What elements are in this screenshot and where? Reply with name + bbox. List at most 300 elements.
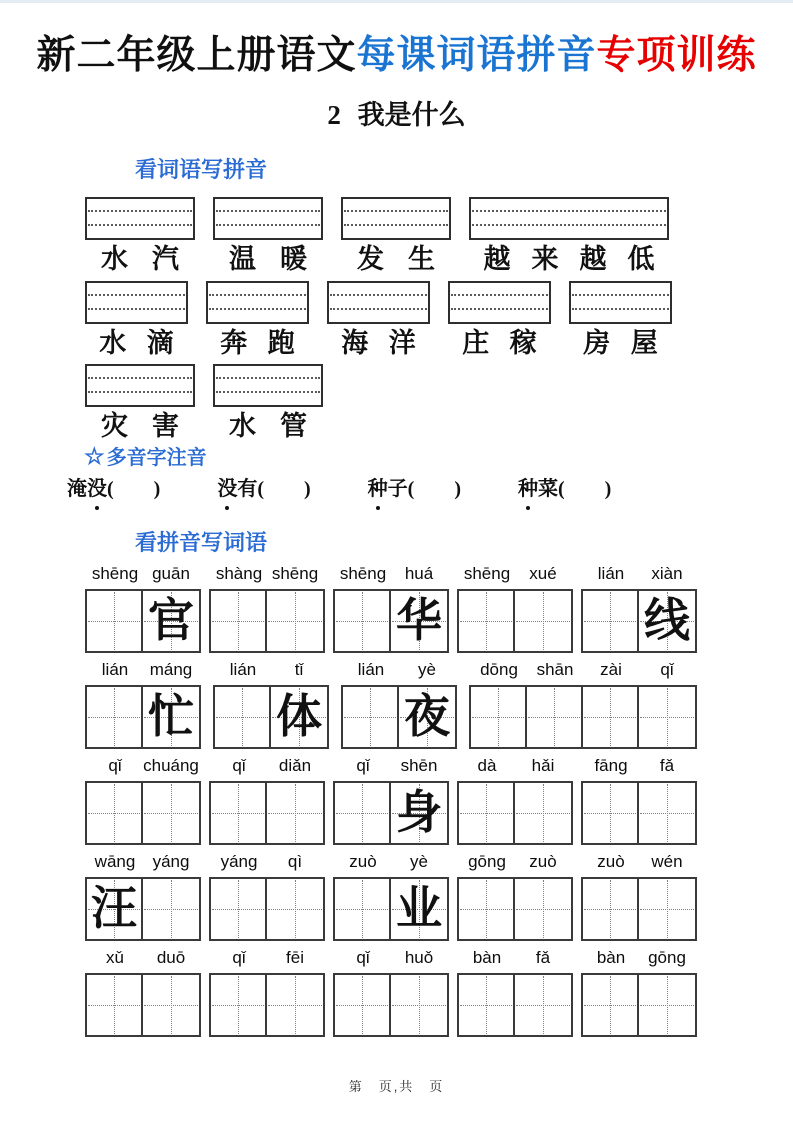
answer-character: 身 <box>396 787 442 838</box>
word-label <box>213 411 323 441</box>
word-label <box>327 328 430 358</box>
pinyin-labels <box>581 852 697 874</box>
tianzige-cell[interactable] <box>143 783 199 843</box>
page-title <box>0 24 793 80</box>
word-character: 房 <box>583 328 611 358</box>
pinyin-writing-item <box>85 197 195 274</box>
pinyin-answer-box[interactable] <box>569 281 672 324</box>
pinyin-answer-box[interactable] <box>469 197 669 240</box>
word-character: 暖 <box>280 244 307 274</box>
word-character: 水 <box>99 328 127 358</box>
pinyin-grid-row <box>85 660 697 749</box>
lesson-title: 2 我是什么 <box>327 100 466 130</box>
word-character: 没 <box>217 472 237 501</box>
answer-character: 官 <box>148 595 194 646</box>
pinyin-syllable: chuáng <box>143 756 199 775</box>
word-character: 稼 <box>509 328 537 358</box>
word-grid <box>85 948 201 1037</box>
answer-character <box>143 783 199 843</box>
tianzige-cell[interactable] <box>391 591 447 651</box>
pinyin-answer-box[interactable] <box>448 281 551 324</box>
tianzige-grid <box>457 589 573 653</box>
tianzige-grid <box>85 781 201 845</box>
tianzige-cell[interactable] <box>87 879 143 939</box>
pinyin-syllable: diǎn <box>278 756 312 775</box>
pinyin-syllable: tǐ <box>294 660 304 679</box>
pinyin-labels <box>457 756 573 778</box>
answer-character: 业 <box>396 883 442 934</box>
word-label <box>448 328 551 358</box>
pinyin-writing-item <box>85 281 188 358</box>
pinyin-labels <box>333 564 449 586</box>
tianzige-grid <box>333 973 449 1037</box>
tianzige-cell[interactable] <box>459 975 515 1035</box>
pinyin-writing-item <box>213 364 323 441</box>
answer-character <box>87 975 141 1035</box>
word-character: 越 <box>579 244 607 274</box>
pinyin-syllable: fǎ <box>535 948 551 967</box>
tianzige-grid <box>85 877 201 941</box>
pinyin-syllable: shēng <box>339 564 387 583</box>
pinyin-labels <box>209 564 325 586</box>
tianzige-cell[interactable] <box>391 879 447 939</box>
word-character: 淹 <box>67 478 87 500</box>
pinyin-syllable: máng <box>149 660 193 679</box>
pinyin-syllable: huǒ <box>404 948 434 967</box>
tianzige-grid <box>85 685 201 749</box>
pinyin-grid-row <box>85 564 697 653</box>
answer-character <box>143 879 199 939</box>
word-character: 没 <box>87 472 107 501</box>
pinyin-syllable: qǐ <box>660 660 674 679</box>
multi-sound-item <box>217 472 310 501</box>
pinyin-syllable: qì <box>287 852 303 871</box>
word-grid <box>209 852 325 941</box>
word-character: 跑 <box>267 328 295 358</box>
answer-character <box>515 879 571 939</box>
answer-character <box>583 687 637 747</box>
answer-character <box>267 591 323 651</box>
pinyin-syllable: lián <box>101 660 129 679</box>
answer-character: 汪 <box>91 883 137 934</box>
answer-character <box>335 975 389 1035</box>
scan-edge-line <box>0 0 793 3</box>
word-character: 温 <box>229 244 256 274</box>
pinyin-labels <box>457 564 573 586</box>
tianzige-cell[interactable] <box>391 783 447 843</box>
paren-blank[interactable]: ( ) <box>407 478 461 500</box>
pinyin-syllable: shēng <box>91 564 139 583</box>
answer-character <box>211 783 265 843</box>
word-character: 越 <box>483 244 511 274</box>
tianzige-cell[interactable] <box>267 591 323 651</box>
tianzige-cell[interactable] <box>267 783 323 843</box>
pinyin-answer-box[interactable] <box>85 364 195 407</box>
word-character: 菜 <box>537 478 558 500</box>
pinyin-syllable: qǐ <box>232 756 246 775</box>
pinyin-syllable: fēi <box>286 948 304 967</box>
tianzige-grid <box>209 589 325 653</box>
word-label <box>213 244 323 274</box>
tianzige-cell[interactable] <box>87 783 143 843</box>
pinyin-syllable: fǎ <box>659 756 675 775</box>
tianzige-cell[interactable] <box>399 687 455 747</box>
word-grid <box>333 852 449 941</box>
answer-character: 华 <box>396 595 442 646</box>
pinyin-writing-row <box>85 197 669 274</box>
tianzige-cell[interactable] <box>527 687 583 747</box>
pinyin-grid-row <box>85 948 697 1037</box>
answer-character <box>267 783 323 843</box>
answer-character: 线 <box>644 595 690 646</box>
word-grid <box>581 756 697 845</box>
pinyin-syllable: gōng <box>468 852 506 871</box>
pinyin-syllable: fāng <box>594 756 628 775</box>
word-character: 水 <box>101 244 128 274</box>
word-character: 滴 <box>146 328 174 358</box>
tianzige-cell[interactable] <box>143 687 199 747</box>
pinyin-syllable: zuò <box>529 852 557 871</box>
star-icon: ☆ <box>84 444 105 469</box>
pinyin-syllable: xué <box>529 564 557 583</box>
pinyin-grid-row <box>85 852 697 941</box>
paren-blank[interactable]: ( ) <box>257 478 311 500</box>
tianzige-cell[interactable] <box>583 591 639 651</box>
pinyin-syllable: duō <box>156 948 186 967</box>
tianzige-grid <box>333 877 449 941</box>
answer-character: 体 <box>276 691 322 742</box>
word-grid <box>581 564 697 653</box>
pinyin-syllable: zuò <box>597 852 625 871</box>
pinyin-syllable: dà <box>477 756 497 775</box>
word-character: 种 <box>518 472 538 501</box>
tianzige-cell[interactable] <box>515 975 571 1035</box>
pinyin-labels <box>85 564 201 586</box>
tianzige-grid <box>341 685 457 749</box>
pinyin-syllable: shān <box>536 660 574 679</box>
pinyin-syllable: dōng <box>480 660 518 679</box>
pinyin-syllable: lián <box>357 660 385 679</box>
tianzige-grid <box>581 781 697 845</box>
pinyin-labels <box>209 948 325 970</box>
pinyin-labels <box>457 948 573 970</box>
tianzige-cell[interactable] <box>343 687 399 747</box>
tianzige-cell[interactable] <box>215 687 271 747</box>
multi-sound-item <box>67 472 160 501</box>
tianzige-cell[interactable] <box>143 975 199 1035</box>
tianzige-cell[interactable] <box>87 591 143 651</box>
tianzige-grid <box>209 781 325 845</box>
word-grid <box>581 852 697 941</box>
pinyin-syllable: yè <box>418 660 436 679</box>
tianzige-cell[interactable] <box>459 783 515 843</box>
pinyin-answer-box[interactable] <box>341 197 451 240</box>
answer-character <box>583 591 637 651</box>
tianzige-cell[interactable] <box>583 975 639 1035</box>
tianzige-cell[interactable] <box>87 687 143 747</box>
pinyin-syllable: yáng <box>152 852 190 871</box>
tianzige-cell[interactable] <box>639 687 695 747</box>
word-label <box>85 244 195 274</box>
pinyin-answer-box[interactable] <box>206 281 309 324</box>
tianzige-grid <box>209 877 325 941</box>
word-character: 生 <box>408 244 435 274</box>
answer-character <box>343 687 397 747</box>
answer-character <box>335 783 389 843</box>
tianzige-cell[interactable] <box>335 975 391 1035</box>
pinyin-answer-box[interactable] <box>85 281 188 324</box>
section-heading-pinyin-writing: 看词语写拼音 <box>135 157 268 182</box>
answer-character <box>391 975 447 1035</box>
multi-sound-item <box>368 472 461 501</box>
pinyin-syllable: zuò <box>349 852 377 871</box>
tianzige-cell[interactable] <box>335 591 391 651</box>
tianzige-cell[interactable] <box>583 687 639 747</box>
answer-character <box>515 975 571 1035</box>
pinyin-labels <box>213 660 329 682</box>
pinyin-labels <box>581 756 697 778</box>
tianzige-cell[interactable] <box>211 591 267 651</box>
word-label <box>569 328 672 358</box>
word-grid <box>85 564 201 653</box>
pinyin-labels <box>85 852 201 874</box>
tianzige-cell[interactable] <box>267 975 323 1035</box>
pinyin-labels <box>209 852 325 874</box>
answer-character <box>583 879 637 939</box>
answer-character <box>335 879 389 939</box>
pinyin-syllable: wén <box>651 852 683 871</box>
pinyin-labels <box>341 660 457 682</box>
tianzige-cell[interactable] <box>515 879 571 939</box>
answer-character <box>211 591 265 651</box>
pinyin-writing-item <box>327 281 430 358</box>
pinyin-writing-row <box>85 281 672 358</box>
pinyin-writing-row <box>85 364 323 441</box>
page-footer: 第 页,共 页 <box>348 1079 445 1094</box>
tianzige-cell[interactable] <box>211 879 267 939</box>
answer-character <box>583 975 637 1035</box>
word-character: 发 <box>357 244 384 274</box>
tianzige-cell[interactable] <box>211 783 267 843</box>
word-character: 子 <box>387 478 408 500</box>
answer-character <box>87 591 141 651</box>
pinyin-labels <box>85 948 201 970</box>
answer-character <box>639 879 695 939</box>
pinyin-grid-row <box>85 756 697 845</box>
tianzige-grid <box>333 589 449 653</box>
tianzige-cell[interactable] <box>639 783 695 843</box>
word-grid <box>457 948 573 1037</box>
tianzige-cell[interactable] <box>459 591 515 651</box>
answer-character <box>215 687 269 747</box>
answer-character <box>459 879 513 939</box>
pinyin-writing-item <box>569 281 672 358</box>
tianzige-grid <box>333 781 449 845</box>
pinyin-syllable: bàn <box>472 948 502 967</box>
tianzige-cell[interactable] <box>515 591 571 651</box>
pinyin-labels <box>469 660 697 682</box>
pinyin-syllable: qǐ <box>356 756 370 775</box>
tianzige-grid <box>457 781 573 845</box>
pinyin-answer-box[interactable] <box>327 281 430 324</box>
tianzige-cell[interactable] <box>335 879 391 939</box>
word-character: 灾 <box>101 411 128 441</box>
title-part-blue: 每课词语拼音 <box>356 34 597 77</box>
pinyin-syllable: bàn <box>596 948 626 967</box>
answer-character <box>211 879 265 939</box>
word-label <box>85 411 195 441</box>
word-character: 庄 <box>462 328 490 358</box>
word-character: 来 <box>531 244 559 274</box>
word-character: 屋 <box>630 328 658 358</box>
title-part-black: 新二年级上册语文 <box>36 34 357 77</box>
word-grid <box>469 660 697 749</box>
multi-sound-items <box>67 472 611 501</box>
word-label <box>341 244 451 274</box>
answer-character <box>471 687 525 747</box>
pinyin-answer-box[interactable] <box>213 364 323 407</box>
paren-blank[interactable]: ( ) <box>107 478 161 500</box>
word-grid <box>457 564 573 653</box>
pinyin-syllable: shēng <box>463 564 511 583</box>
pinyin-syllable: hǎi <box>531 756 555 775</box>
tianzige-cell[interactable] <box>515 783 571 843</box>
title-part-red: 专项训练 <box>596 34 757 77</box>
pinyin-labels <box>333 948 449 970</box>
word-grid <box>213 660 329 749</box>
pinyin-answer-box[interactable] <box>85 197 195 240</box>
pinyin-syllable: wāng <box>94 852 136 871</box>
word-grid <box>85 660 201 749</box>
answer-character <box>267 879 323 939</box>
pinyin-writing-item <box>341 197 451 274</box>
paren-blank[interactable]: ( ) <box>557 478 612 500</box>
tianzige-cell[interactable] <box>271 687 327 747</box>
tianzige-grid <box>581 589 697 653</box>
pinyin-syllable: lián <box>597 564 625 583</box>
tianzige-grid <box>469 685 697 749</box>
answer-character: 忙 <box>148 691 194 742</box>
word-grid <box>85 852 201 941</box>
answer-character <box>459 975 513 1035</box>
answer-character <box>527 687 581 747</box>
answer-character <box>515 783 571 843</box>
word-grid <box>85 756 201 845</box>
word-character: 害 <box>152 411 179 441</box>
pinyin-syllable: shēn <box>400 756 438 775</box>
pinyin-syllable: yè <box>410 852 428 871</box>
tianzige-cell[interactable] <box>391 975 447 1035</box>
pinyin-syllable: qǐ <box>108 756 122 775</box>
tianzige-cell[interactable] <box>471 687 527 747</box>
pinyin-syllable: xǔ <box>106 948 124 967</box>
tianzige-cell[interactable] <box>639 591 695 651</box>
tianzige-cell[interactable] <box>87 975 143 1035</box>
pinyin-labels <box>333 756 449 778</box>
pinyin-writing-item <box>85 364 195 441</box>
answer-character <box>459 783 513 843</box>
word-character: 管 <box>280 411 307 441</box>
word-grid <box>457 756 573 845</box>
tianzige-cell[interactable] <box>583 783 639 843</box>
tianzige-grid <box>581 877 697 941</box>
word-grid <box>333 948 449 1037</box>
pinyin-syllable: lián <box>229 660 257 679</box>
pinyin-answer-box[interactable] <box>213 197 323 240</box>
tianzige-grid <box>213 685 329 749</box>
word-character: 种 <box>368 472 388 501</box>
word-grid <box>209 564 325 653</box>
tianzige-cell[interactable] <box>639 879 695 939</box>
pinyin-labels <box>581 564 697 586</box>
pinyin-syllable: xiàn <box>651 564 683 583</box>
tianzige-grid <box>209 973 325 1037</box>
answer-character <box>583 783 637 843</box>
pinyin-writing-item <box>469 197 669 274</box>
pinyin-writing-item <box>206 281 309 358</box>
word-character: 海 <box>341 328 369 358</box>
pinyin-syllable: yáng <box>220 852 258 871</box>
answer-character <box>639 687 695 747</box>
word-character: 洋 <box>388 328 416 358</box>
word-character: 水 <box>229 411 256 441</box>
word-label <box>85 328 188 358</box>
pinyin-labels <box>333 852 449 874</box>
tianzige-grid <box>85 973 201 1037</box>
word-grid <box>333 756 449 845</box>
tianzige-cell[interactable] <box>335 783 391 843</box>
answer-character <box>211 975 265 1035</box>
pinyin-writing-item <box>448 281 551 358</box>
answer-character <box>515 591 571 651</box>
answer-character <box>335 591 389 651</box>
pinyin-syllable: zài <box>600 660 622 679</box>
tianzige-cell[interactable] <box>143 591 199 651</box>
pinyin-labels <box>457 852 573 874</box>
word-label <box>469 244 669 274</box>
tianzige-cell[interactable] <box>639 975 695 1035</box>
word-character: 有 <box>237 478 258 500</box>
word-grid <box>581 948 697 1037</box>
pinyin-writing-item <box>213 197 323 274</box>
answer-character <box>639 975 695 1035</box>
word-grid <box>333 564 449 653</box>
answer-character <box>267 975 323 1035</box>
tianzige-cell[interactable] <box>583 879 639 939</box>
word-grid <box>209 948 325 1037</box>
pinyin-labels <box>581 948 697 970</box>
tianzige-cell[interactable] <box>459 879 515 939</box>
pinyin-syllable: gōng <box>648 948 686 967</box>
answer-character <box>639 783 695 843</box>
word-label <box>206 328 309 358</box>
word-grid <box>209 756 325 845</box>
word-character: 低 <box>627 244 655 274</box>
pinyin-labels <box>85 756 201 778</box>
tianzige-grid <box>85 589 201 653</box>
tianzige-cell[interactable] <box>211 975 267 1035</box>
word-character: 奔 <box>220 328 248 358</box>
pinyin-syllable: qǐ <box>232 948 246 967</box>
tianzige-cell[interactable] <box>143 879 199 939</box>
pinyin-syllable: qǐ <box>356 948 370 967</box>
pinyin-syllable: guān <box>152 564 190 583</box>
word-grid <box>341 660 457 749</box>
tianzige-cell[interactable] <box>267 879 323 939</box>
pinyin-syllable: shēng <box>271 564 319 583</box>
pinyin-labels <box>209 756 325 778</box>
tianzige-grid <box>581 973 697 1037</box>
